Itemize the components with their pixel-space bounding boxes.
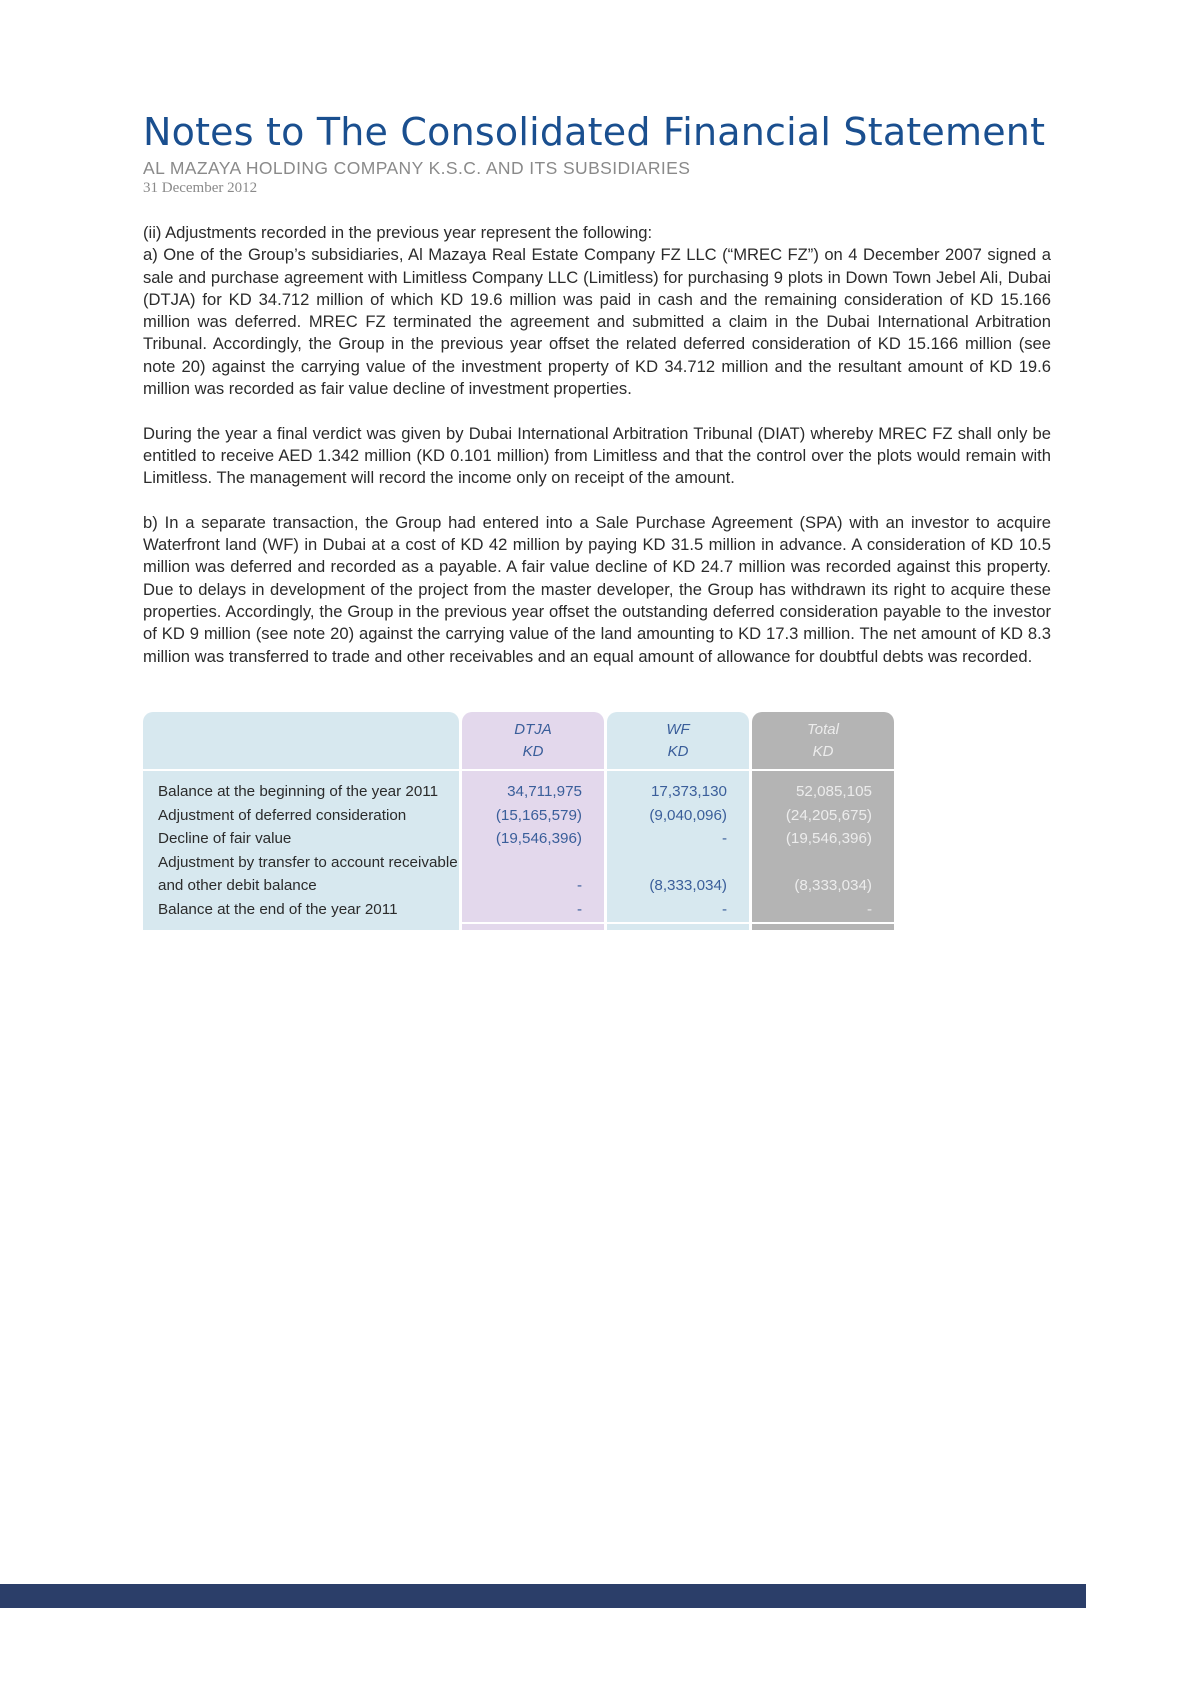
dtja-values	[462, 780, 604, 921]
total-underline-wf	[607, 922, 749, 924]
page-header	[143, 108, 1045, 197]
intro-paragraph: (ii) Adjustments recorded in the previous year represent the following:	[143, 223, 653, 242]
table-cell: -	[721, 830, 727, 847]
table-cell	[752, 851, 894, 875]
table-cell	[607, 851, 749, 875]
row-label: Balance at the beginning of the year 2011	[158, 783, 439, 800]
paragraph-a: a) One of the Group’s subsidiaries, Al Mazaya Real Estate Company FZ LLC (“MREC FZ”) on 4 December 2007 signed a sale and purchase agreement with Limitless Company LLC (Limitless) for purchasing 9 plots in Down Town Jebel Ali, Dubai (DTJA) for KD 34.712 million of which KD 19.6 million was paid in cash and the remaining consideration of KD 15.166 million was deferred. MREC FZ terminated the agreement and submitted a claim in the Dubai International Arbitration Tribunal. Accordingly, the Group in the previous year offset the related deferred consideration of KD 15.166 million (see note 20) against the carrying value of the investment property of KD 34.712 million and the resultant amount of KD 19.6 million was recorded as fair value decline of investment properties.	[143, 245, 1051, 399]
adjustments-table	[143, 712, 894, 930]
row-label: Adjustment by transfer to account receivable	[158, 853, 458, 871]
table-cell: (9,040,096)	[649, 806, 727, 824]
verdict-paragraph: During the year a final verdict was given by Dubai International Arbitration Tribunal (DIAT) whereby MREC FZ shall only be entitled to receive AED 1.342 million (KD 0.101 million) from Limitless and that the control over the plots would remain with Limitless. The management will record the income only on receipt of the amount.	[143, 423, 1051, 488]
statement-date: 31 December 2012	[143, 180, 258, 196]
table-cell: (8,333,034)	[794, 877, 872, 894]
company-name: AL MAZAYA HOLDING COMPANY K.S.C. AND ITS SUBSIDIARIES	[143, 158, 691, 178]
footer-bar	[0, 1584, 1086, 1608]
total-underline-dtja	[462, 922, 604, 924]
row-label: and other debit balance	[158, 877, 317, 894]
header-divider	[143, 769, 894, 771]
table-cell	[462, 851, 604, 875]
table-cell: (8,333,034)	[649, 877, 727, 894]
total-values	[752, 780, 894, 921]
table-cell: (19,546,396)	[495, 830, 582, 847]
table-cell: (24,205,675)	[785, 806, 872, 824]
column-unit: KD	[667, 743, 689, 760]
table-cell: (19,546,396)	[785, 830, 872, 847]
table-cell: (15,165,579)	[495, 806, 582, 824]
column-unit: KD	[812, 743, 834, 760]
column-header-wf	[607, 719, 749, 763]
page-title: Notes to The Consolidated Financial Statement	[143, 110, 1046, 154]
column-name: WF	[666, 721, 690, 738]
table-cell: -	[576, 877, 582, 894]
row-labels	[158, 780, 458, 921]
column-header-total	[752, 719, 894, 763]
row-label: Balance at the end of the year 2011	[158, 900, 398, 918]
row-label: Adjustment of deferred consideration	[158, 806, 407, 824]
column-name: Total	[807, 721, 839, 738]
table-cell: 52,085,105	[795, 783, 872, 800]
table-cell: -	[866, 900, 872, 918]
column-header-dtja	[462, 719, 604, 763]
wf-values	[607, 780, 749, 921]
total-underline-total	[752, 922, 894, 924]
table-cell: -	[721, 900, 727, 918]
paragraph-b: b) In a separate transaction, the Group had entered into a Sale Purchase Agreement (SPA) with an investor to acquire Waterfront land (WF) in Dubai at a cost of KD 42 million by paying KD 31.5 million in advance. A consideration of KD 10.5 million was deferred and recorded as a payable. A fair value decline of KD 24.7 million was recorded against this property. Due to delays in development of the project from the master developer, the Group has withdrawn its right to acquire these properties. Accordingly, the Group in the previous year offset the outstanding deferred consideration payable to the investor of KD 9 million (see note 20) against the carrying value of the land amounting to KD 17.3 million. The net amount of KD 8.3 million was transferred to trade and other receivables and an equal amount of allowance for doubtful debts was recorded.	[143, 512, 1051, 666]
notes-body	[143, 222, 1051, 668]
table-cell: 34,711,975	[507, 783, 582, 800]
row-label: Decline of fair value	[158, 830, 292, 847]
column-unit: KD	[522, 743, 544, 760]
table-cell: -	[576, 900, 582, 918]
table-cell: 17,373,130	[650, 783, 727, 800]
column-name: DTJA	[514, 721, 552, 738]
